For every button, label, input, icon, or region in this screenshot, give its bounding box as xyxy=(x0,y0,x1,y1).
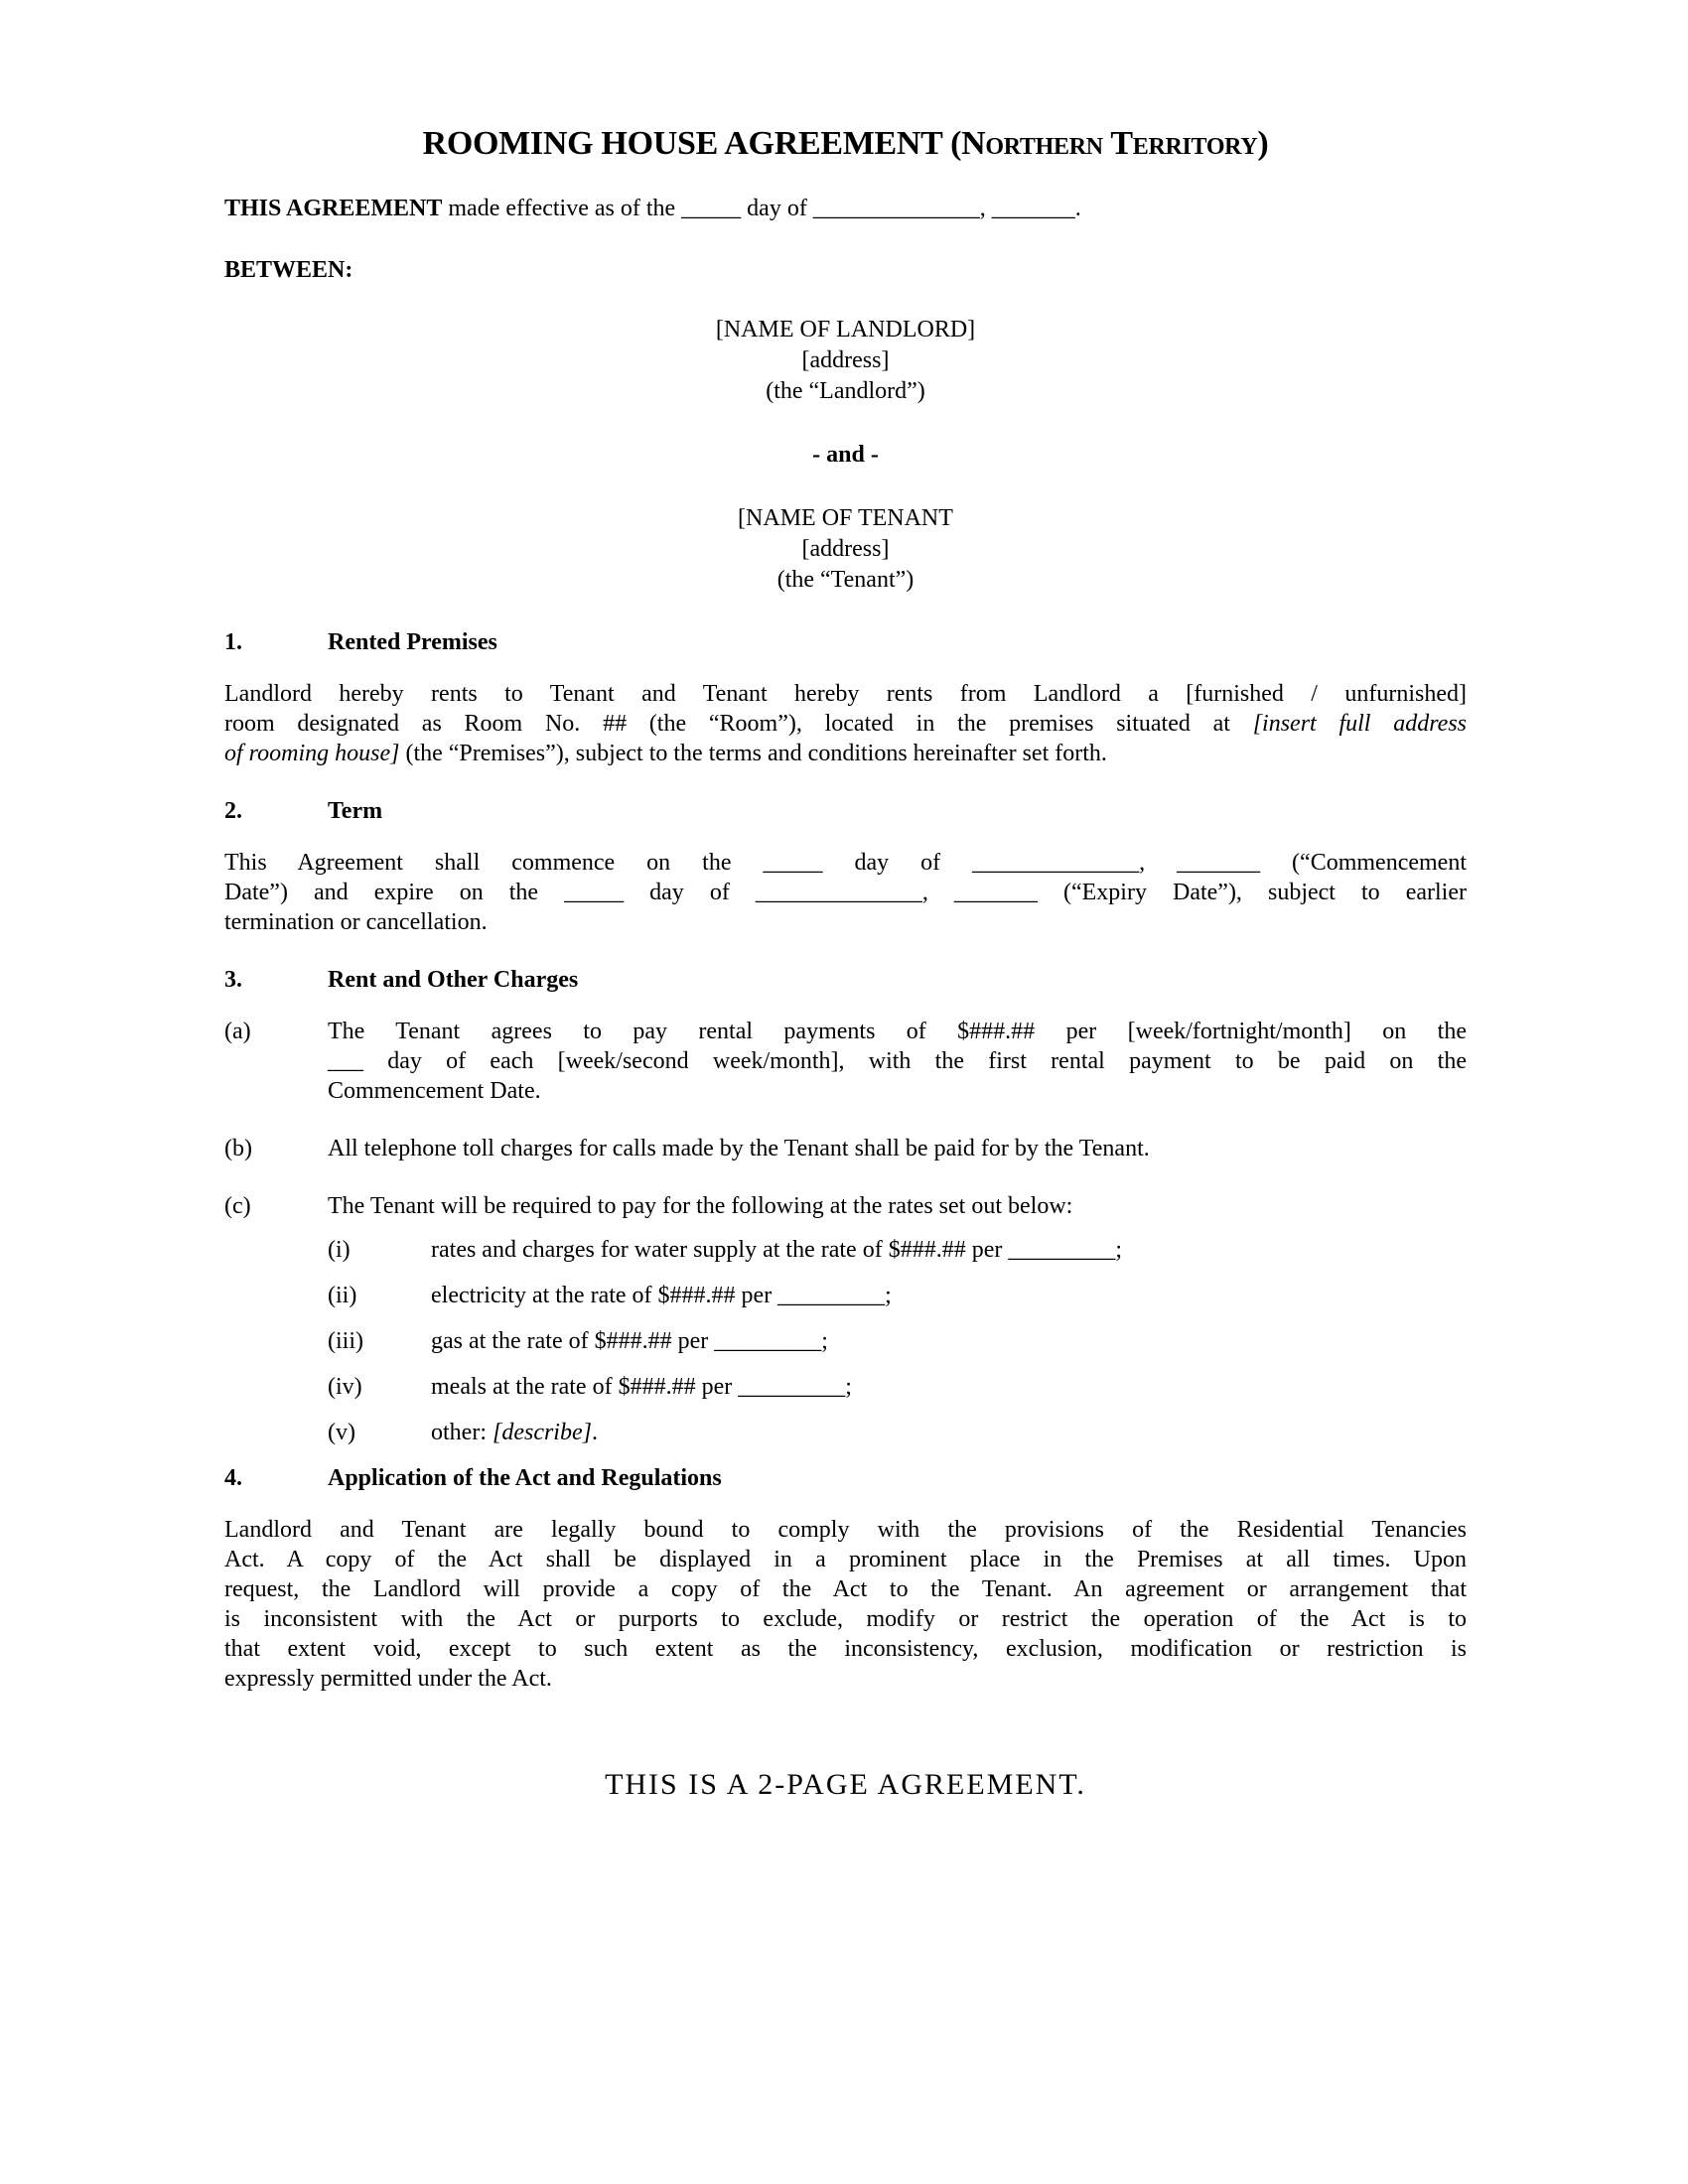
text-segment: Date”) and expire on the _____ day of ______________, _______ (“Expiry Date”), subject to earlier xyxy=(224,880,1467,905)
document-title xyxy=(224,124,1467,164)
text-line xyxy=(224,679,1467,709)
text-line xyxy=(224,907,1467,937)
text-line xyxy=(224,878,1467,907)
text-line xyxy=(224,739,1467,768)
text-line xyxy=(328,1134,1467,1163)
text-line xyxy=(224,1604,1467,1634)
text-segment: All telephone toll charges for calls made by the Tenant shall be paid for by the Tenant. xyxy=(328,1136,1150,1161)
clause-3c xyxy=(224,1191,1467,1463)
text-segment: Landlord and Tenant are legally bound to comply with the provisions of the Residential Tenancies xyxy=(224,1517,1467,1543)
text-line xyxy=(328,1046,1467,1076)
subclause-3c-iii-text xyxy=(431,1326,1467,1356)
text-segment: meals at the rate of $###.## per _________; xyxy=(431,1374,852,1400)
subclause-3c-iv-text xyxy=(431,1372,1467,1402)
text-line xyxy=(328,1076,1467,1106)
subclause-3c-ii xyxy=(328,1281,1467,1310)
text-segment: THIS AGREEMENT xyxy=(224,196,443,221)
text-segment: of rooming house] xyxy=(224,741,400,766)
text-segment: The Tenant agrees to pay rental payments of $###.## per [week/fortnight/month] on the xyxy=(328,1019,1467,1044)
text-segment: other: xyxy=(431,1420,492,1445)
section-4-number: 4. xyxy=(224,1465,242,1491)
subclause-3c-i xyxy=(328,1235,1467,1265)
subclause-3c-v-text xyxy=(431,1418,1467,1447)
text-segment: room designated as Room No. ## (the “Room”), located in the premises situated at xyxy=(224,711,1253,737)
subclause-3c-iv-label: (iv) xyxy=(328,1374,362,1400)
text-segment: Commencement Date. xyxy=(328,1078,541,1104)
section-4-paragraph xyxy=(224,1515,1467,1694)
text-line xyxy=(224,1515,1467,1545)
text-segment: The Tenant will be required to pay for the following at the rates set out below: xyxy=(328,1193,1073,1219)
section-4-heading xyxy=(224,1463,1467,1493)
subclause-3c-iii xyxy=(328,1326,1467,1356)
tenant-defined-as: (the “Tenant”) xyxy=(776,567,914,593)
clause-3c-label: (c) xyxy=(224,1193,251,1219)
text-segment: [insert full address xyxy=(1252,711,1468,737)
text-segment: termination or cancellation. xyxy=(224,909,488,935)
clause-3c-sublist xyxy=(328,1235,1467,1447)
clause-3b-label: (b) xyxy=(224,1136,252,1161)
subclause-3c-iii-label: (iii) xyxy=(328,1328,363,1354)
tenant-name: [NAME OF TENANT xyxy=(738,505,953,531)
text-segment: rates and charges for water supply at the rate of $###.## per _________; xyxy=(431,1237,1123,1263)
landlord-name: [NAME OF LANDLORD] xyxy=(715,317,976,342)
text-line xyxy=(224,848,1467,878)
text-line xyxy=(328,1191,1467,1221)
section-3-title: Rent and Other Charges xyxy=(328,967,579,993)
text-segment: This Agreement shall commence on the _____ day of ______________, _______ (“Commencement xyxy=(224,850,1467,876)
text-segment: expressly permitted under the Act. xyxy=(224,1666,552,1692)
section-3-heading xyxy=(224,965,1467,995)
clause-3a-text xyxy=(328,1017,1467,1106)
subclause-3c-iv xyxy=(328,1372,1467,1402)
clause-3b-text xyxy=(328,1134,1467,1163)
parties-separator: - and - xyxy=(812,442,879,468)
clause-3a-label: (a) xyxy=(224,1019,251,1044)
text-segment: made effective as of the _____ day of ______________, _______. xyxy=(442,196,1081,221)
parties-block xyxy=(224,315,1467,596)
title-region-smallcaps: Northern Territory xyxy=(961,125,1258,162)
landlord-address: [address] xyxy=(801,347,890,373)
text-segment: that extent void, except to such extent as the inconsistency, exclusion, modification or restriction is xyxy=(224,1636,1467,1662)
subclause-3c-ii-text xyxy=(431,1281,1467,1310)
text-line xyxy=(328,1017,1467,1046)
section-3-number: 3. xyxy=(224,967,242,993)
landlord-defined-as: (the “Landlord”) xyxy=(766,378,925,404)
page-count-note: THIS IS A 2-PAGE AGREEMENT. xyxy=(605,1768,1086,1801)
subclause-3c-i-label: (i) xyxy=(328,1237,351,1263)
text-line xyxy=(431,1326,1467,1356)
section-1-title: Rented Premises xyxy=(328,629,497,655)
text-segment: electricity at the rate of $###.## per _________; xyxy=(431,1283,892,1308)
title-prefix: ROOMING HOUSE AGREEMENT ( xyxy=(422,125,962,162)
clause-3b xyxy=(224,1134,1467,1163)
text-line xyxy=(431,1418,1467,1447)
text-segment: . xyxy=(591,1420,598,1445)
clause-3a xyxy=(224,1017,1467,1106)
section-2-paragraph xyxy=(224,848,1467,937)
tenant-address: [address] xyxy=(801,536,890,562)
text-segment: is inconsistent with the Act or purports to exclude, modify or restrict the operation of the Act is to xyxy=(224,1606,1467,1632)
subclause-3c-v-label: (v) xyxy=(328,1420,355,1445)
section-1-heading xyxy=(224,627,1467,657)
section-2-number: 2. xyxy=(224,798,242,824)
between-label: BETWEEN: xyxy=(224,257,353,283)
text-segment: Landlord hereby rents to Tenant and Tenant hereby rents from Landlord a [furnished / unfurnished] xyxy=(224,681,1467,707)
text-line xyxy=(431,1281,1467,1310)
text-segment: Act. A copy of the Act shall be displayed in a prominent place in the Premises at all times. Upon xyxy=(224,1547,1467,1572)
text-segment: (the “Premises”), subject to the terms and conditions hereinafter set forth. xyxy=(399,741,1107,766)
text-line xyxy=(224,709,1467,739)
subclause-3c-v xyxy=(328,1418,1467,1447)
text-line xyxy=(431,1235,1467,1265)
text-line xyxy=(431,1372,1467,1402)
text-segment: ___ day of each [week/second week/month], with the first rental payment to be paid on the xyxy=(328,1048,1467,1074)
section-4-title: Application of the Act and Regulations xyxy=(328,1465,722,1491)
text-line xyxy=(224,1634,1467,1664)
text-line xyxy=(224,1574,1467,1604)
title-suffix: ) xyxy=(1257,125,1269,162)
text-segment: [describe] xyxy=(492,1420,592,1445)
text-line xyxy=(224,1664,1467,1694)
intro-paragraph xyxy=(224,194,1467,223)
clause-3c-body xyxy=(328,1191,1467,1463)
subclause-3c-ii-label: (ii) xyxy=(328,1283,357,1308)
text-segment: request, the Landlord will provide a copy of the Act to the Tenant. An agreement or arrangement that xyxy=(224,1576,1467,1602)
section-1-number: 1. xyxy=(224,629,242,655)
section-1-paragraph xyxy=(224,679,1467,768)
text-line xyxy=(224,1545,1467,1574)
subclause-3c-i-text xyxy=(431,1235,1467,1265)
clause-3c-text xyxy=(328,1191,1467,1221)
section-2-title: Term xyxy=(328,798,383,824)
text-segment: gas at the rate of $###.## per _________; xyxy=(431,1328,828,1354)
section-2-heading xyxy=(224,796,1467,826)
